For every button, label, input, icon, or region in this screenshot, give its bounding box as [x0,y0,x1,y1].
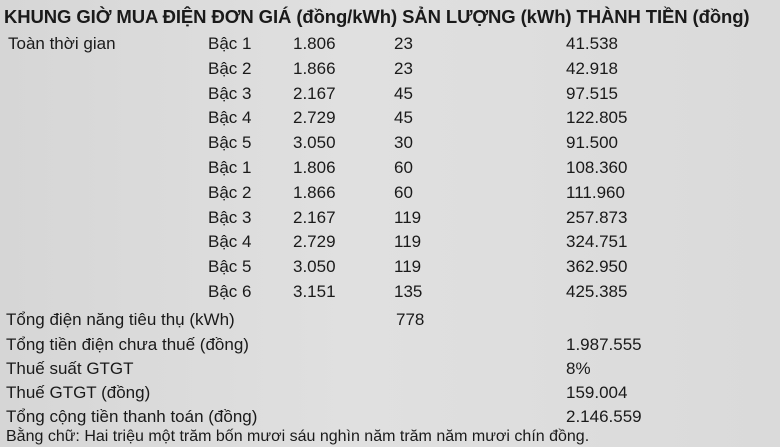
pre-tax-value: 1.987.555 [566,335,642,354]
total-kwh-label: Tổng điện năng tiêu thụ (kWh) [6,310,235,329]
period-label: Toàn thời gian [8,34,116,53]
price-cell: 1.866 [293,182,336,202]
price-cell: 2.167 [293,207,336,227]
tier-cell: Bậc 1 [208,34,252,53]
tier-cell: Bậc 4 [208,232,252,252]
amount-cell: 362.950 [566,257,628,277]
amount-cell: 41.538 [566,34,618,53]
table-row [0,34,780,58]
amount-cell: 97.515 [566,83,618,103]
pre-tax-label: Tổng tiền điện chưa thuế (đồng) [6,335,249,354]
table-row [0,232,780,256]
tier-cell: Bậc 5 [208,257,252,277]
table-row [0,158,780,182]
price-cell: 1.866 [293,58,336,78]
quantity-cell: 135 [394,282,423,301]
amount-cell: 91.500 [566,133,618,153]
tier-cell: Bậc 2 [208,58,252,78]
tier-cell: Bậc 6 [208,282,252,301]
amount-cell: 111.960 [566,182,625,202]
price-cell: 2.729 [293,108,336,128]
amount-cell: 122.805 [566,108,628,128]
table-row [0,84,780,108]
table-row [0,59,780,83]
price-cell: 1.806 [293,158,336,177]
amount-cell: 108.360 [566,158,628,177]
amount-in-words: Bằng chữ: Hai triệu một trăm bốn mươi sáu nghìn năm trăm năm mươi chín đồng. [6,428,590,445]
vat-rate-value: 8% [566,359,591,378]
quantity-cell: 45 [394,108,413,128]
total-payment-label: Tổng cộng tiền thanh toán (đồng) [6,407,258,426]
table-row [0,282,780,306]
price-cell: 3.050 [293,257,336,277]
quantity-cell: 119 [394,257,422,277]
total-payment-value: 2.146.559 [566,407,642,426]
amount-cell: 42.918 [566,58,618,78]
quantity-cell: 60 [394,158,413,177]
quantity-cell: 119 [394,232,422,252]
tier-cell: Bậc 5 [208,133,252,153]
vat-value: 159.004 [566,383,628,402]
price-cell: 1.806 [293,34,336,53]
price-cell: 3.151 [293,282,336,301]
tier-cell: Bậc 3 [208,83,252,103]
quantity-cell: 119 [394,207,422,227]
tier-cell: Bậc 4 [208,108,252,128]
amount-cell: 257.873 [566,207,628,227]
price-cell: 3.050 [293,133,336,153]
quantity-cell: 60 [394,182,413,202]
price-cell: 2.167 [293,83,336,103]
price-cell: 2.729 [293,232,336,252]
table-row [0,208,780,232]
quantity-cell: 23 [394,34,413,53]
tier-cell: Bậc 2 [208,182,252,202]
quantity-cell: 23 [394,58,413,78]
vat-rate-label: Thuế suất GTGT [6,359,134,378]
table-row [0,257,780,281]
table-header: KHUNG GIỜ MUA ĐIỆN ĐƠN GIÁ (đồng/kWh) SẢN LƯỢNG (kWh) THÀNH TIỀN (đồng) [4,6,750,27]
table-row [0,183,780,207]
vat-label: Thuế GTGT (đồng) [6,383,151,402]
tier-cell: Bậc 1 [208,158,252,177]
amount-cell: 324.751 [566,232,628,252]
total-kwh-value: 778 [396,310,425,329]
quantity-cell: 45 [394,83,413,103]
table-row [0,133,780,157]
amount-cell: 425.385 [566,282,628,301]
table-row [0,108,780,132]
quantity-cell: 30 [394,133,413,153]
tier-cell: Bậc 3 [208,207,252,227]
